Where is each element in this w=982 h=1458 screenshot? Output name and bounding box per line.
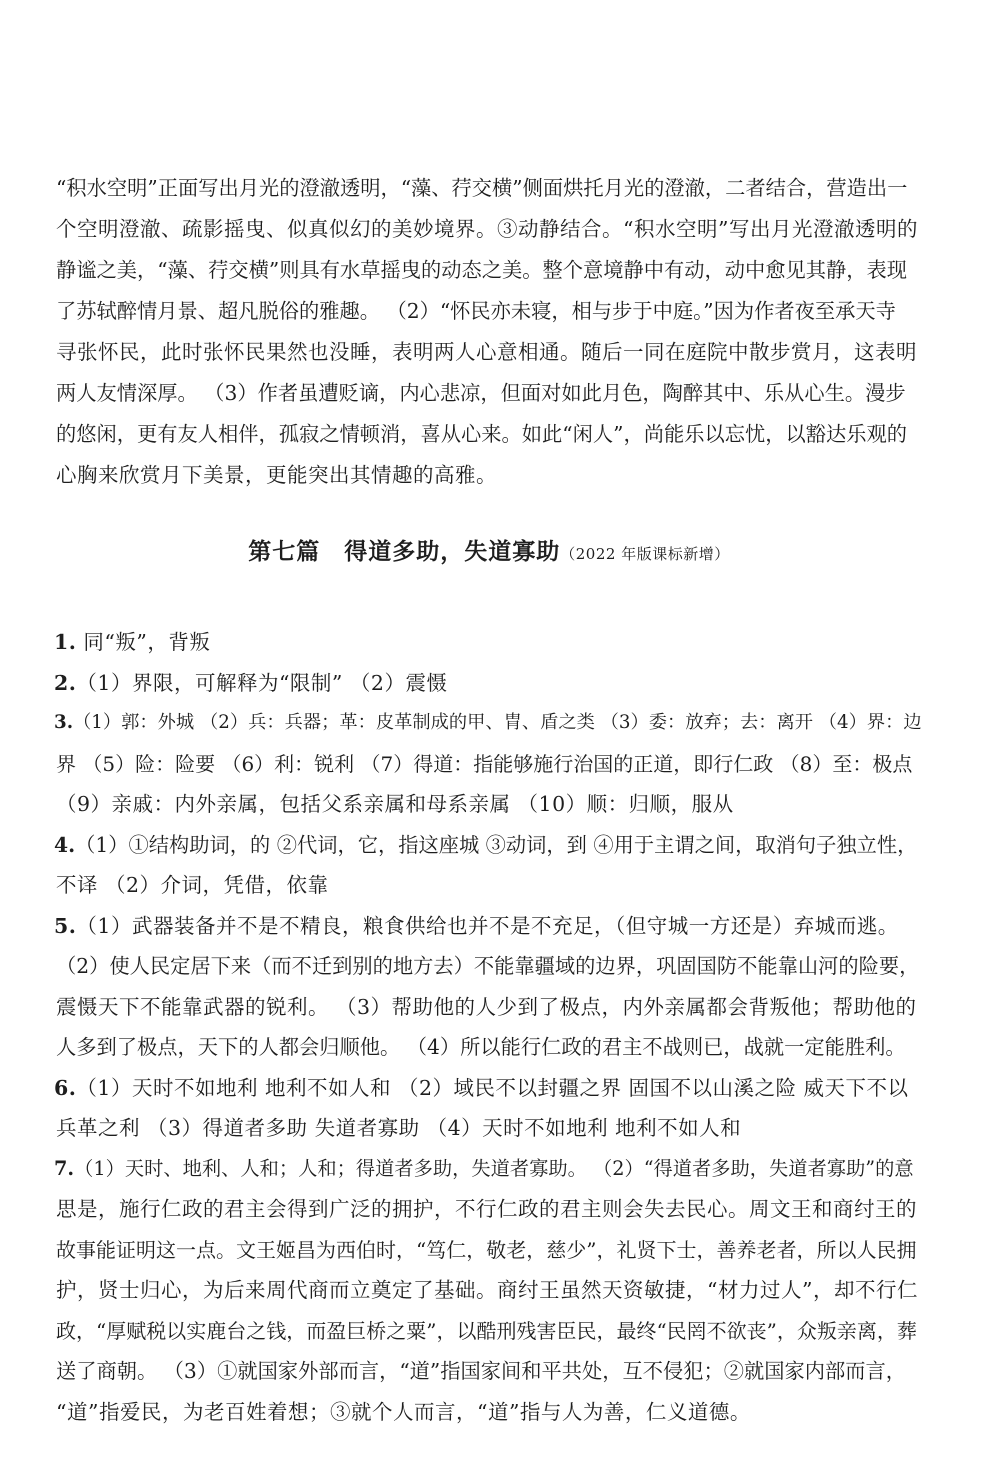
answer-continuation: 故事能证明这一点。文王姬昌为西伯时，“笃仁，敬老，慈少”，礼贤下士，善养老者，所以人民拥 — [56, 1237, 917, 1262]
answer-number: 7. — [54, 1156, 75, 1180]
answer-item-7 — [54, 1149, 922, 1190]
answer-item-5 — [54, 906, 922, 947]
section-heading — [56, 533, 922, 566]
answer-item-4 — [54, 825, 922, 866]
intro-line: 静谧之美，“藻、荇交横”则具有水草摇曳的动态之美。整个意境静中有动，动中愈见其静，表现 — [56, 258, 907, 282]
answer-text: （1）天时不如地利 地利不如人和 （2）域民不以封疆之界 固国不以山溪之险 威天下不以 — [76, 1075, 909, 1100]
intro-line: 个空明澄澈、疏影摇曳、似真似幻的美妙境界。③动静结合。“积水空明”写出月光澄澈透明的 — [56, 217, 918, 241]
intro-line: “积水空明”正面写出月光的澄澈透明，“藻、荇交横”侧面烘托月光的澄澈，二者结合，营造出一 — [56, 176, 908, 200]
answer-continuation: 护，贤士归心，为后来周代商而立奠定了基础。商纣王虽然天资敏捷，“材力过人”，却不行仁 — [56, 1278, 918, 1302]
intro-line: 了苏轼醉情月景、超凡脱俗的雅趣。 （2）“怀民亦未寝，相与步于中庭。”因为作者夜至承天寺 — [56, 299, 896, 323]
answer-item-2 — [54, 663, 922, 704]
answer-continuation: 政，“厚赋税以实鹿台之钱，而盈巨桥之粟”，以酷刑残害臣民，最终“民罔不欲丧”，众叛亲离，葬 — [56, 1318, 917, 1343]
answer-text: （1）界限，可解释为“限制” （2）震慑 — [76, 670, 448, 695]
intro-paragraph — [56, 168, 922, 496]
answer-continuation: 兵革之利 （3）得道者多助 失道者寡助 （4）天时不如地利 地利不如人和 — [56, 1116, 742, 1140]
answer-text: （1）武器装备并不是不精良，粮食供给也并不是不充足，（但守城一方还是）弃城而逃。 — [76, 913, 899, 938]
intro-line: 两人友情深厚。 （3）作者虽遭贬谪，内心悲凉，但面对如此月色，陶醉其中、乐从心生。漫步 — [56, 381, 906, 405]
answer-text: （1）郭：外城 （2）兵：兵器；革：皮革制成的甲、胄、盾之类 （3）委：放弃；去：离开 （4）界：边 — [73, 712, 922, 733]
answer-continuation: 思是，施行仁政的君主会得到广泛的拥护，不行仁政的君主则会失去民心。周文王和商纣王的 — [56, 1197, 917, 1221]
intro-line: 心胸来欣赏月下美景，更能突出其情趣的高雅。 — [56, 463, 497, 487]
answer-number: 5. — [54, 913, 77, 938]
answer-item-1 — [54, 622, 922, 663]
answer-number: 4. — [54, 832, 76, 857]
answer-text: （1）天时、地利、人和；人和；得道者多助，失道者寡助。 （2）“得道者多助，失道者寡助”的意 — [74, 1156, 914, 1180]
answer-continuation: 界 （5）险：险要 （6）利：锐利 （7）得道：指能够施行治国的正道，即行仁政 （8）至：极点 — [56, 751, 913, 776]
answer-item-6 — [54, 1068, 922, 1109]
answer-number: 3. — [54, 712, 74, 733]
answer-continuation: 不译 （2）介词，凭借，依靠 — [56, 873, 329, 897]
intro-line: 寻张怀民，此时张怀民果然也没睡，表明两人心意相通。随后一同在庭院中散步赏月，这表明 — [56, 340, 917, 364]
answer-continuation: “道”指爱民，为老百姓着想；③就个人而言，“道”指与人为善，仁义道德。 — [56, 1399, 751, 1424]
answer-continuation: （2）使人民定居下来（而不迁到别的地方去）不能靠疆域的边界，巩固国防不能靠山河的险要， — [56, 954, 920, 978]
answer-list — [54, 622, 922, 1432]
answer-continuation: 人多到了极点，天下的人都会归顺他。 （4）所以能行仁政的君主不战则已，战就一定能胜利。 — [56, 1035, 906, 1059]
answer-item-3 — [54, 703, 922, 744]
answer-number: 2. — [54, 670, 77, 695]
answer-text: 同“叛”，背叛 — [76, 630, 211, 654]
answer-continuation: （9）亲戚：内外亲属，包括父系亲属和母系亲属 （10）顺：归顺，服从 — [56, 792, 734, 816]
answer-number: 6. — [54, 1075, 77, 1100]
intro-line: 的悠闲，更有友人相伴，孤寂之情顿消，喜从心来。如此“闲人”，尚能乐以忘忧，以豁达乐观的 — [56, 422, 907, 446]
answer-number: 1. — [54, 630, 77, 654]
answer-continuation: 震慑天下不能靠武器的锐利。 （3）帮助他的人少到了极点，内外亲属都会背叛他；帮助他的 — [56, 994, 917, 1019]
answer-continuation: 送了商朝。 （3）①就国家外部而言，“道”指国家间和平共处，互不侵犯；②就国家内部而言， — [56, 1359, 907, 1383]
section-title: 第七篇 得道多助，失道寡助 — [248, 539, 561, 565]
answer-text: （1）①结构助词，的 ②代词，它，指这座城 ③动词，到 ④用于主谓之间，取消句子独立性， — [75, 832, 918, 857]
section-subtitle: （2022 年版课标新增） — [560, 545, 730, 563]
